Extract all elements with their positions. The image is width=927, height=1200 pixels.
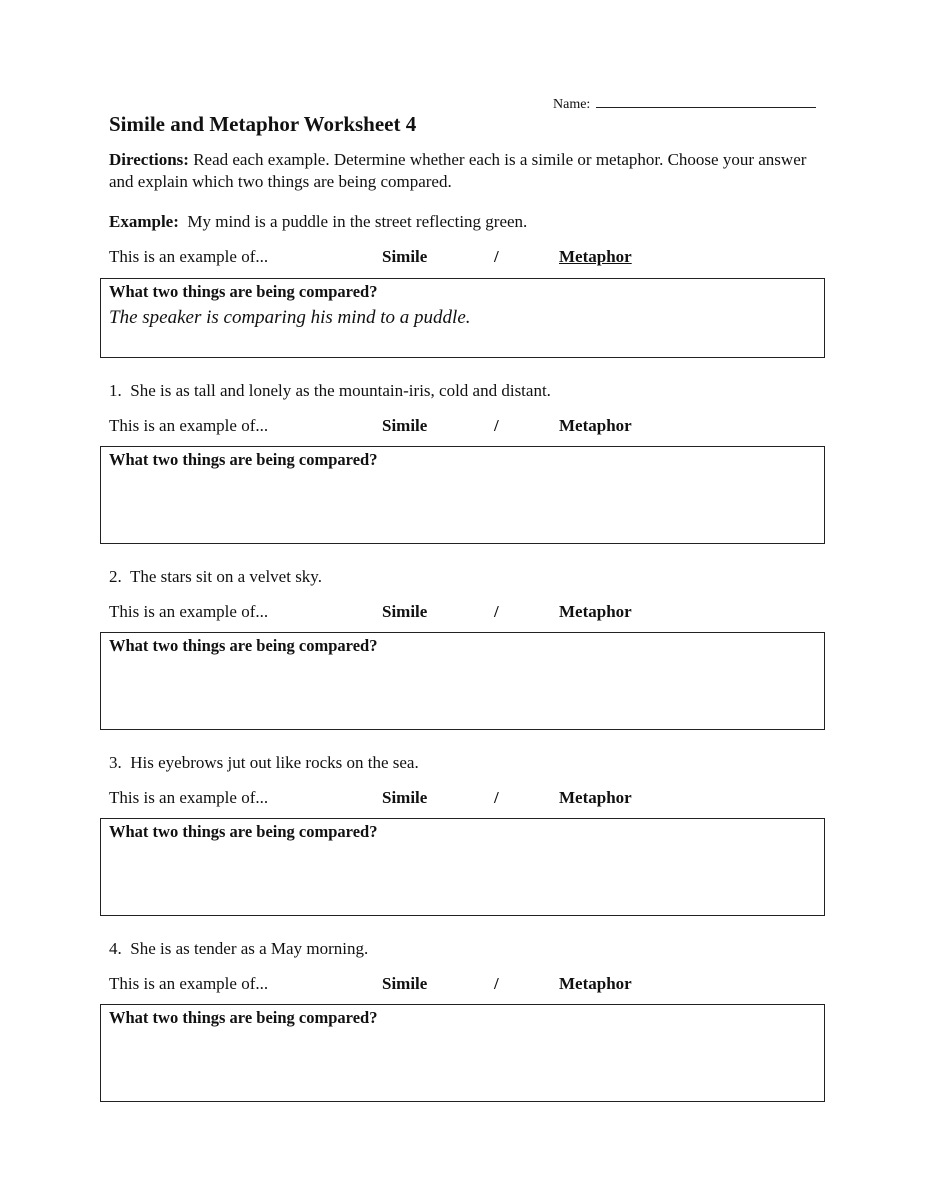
example-answer: The speaker is comparing his mind to a puddle. — [109, 307, 471, 328]
item-3-prompt: This is an example of... — [109, 788, 269, 807]
item-3-sentence-row — [109, 753, 419, 773]
item-3-slash: / — [494, 788, 499, 807]
item-1-sentence-row — [109, 381, 551, 401]
item-2-simile-option[interactable]: Simile — [382, 602, 428, 621]
item-3-question: What two things are being compared? — [109, 822, 378, 841]
item-sentence: She is as tall and lonely as the mountain-iris, cold and distant. — [130, 381, 551, 400]
example-metaphor-option-selected[interactable]: Metaphor — [559, 247, 632, 266]
directions-label: Directions: — [109, 150, 189, 169]
directions-text: Read each example. Determine whether each is a simile or metaphor. Choose your answer and explain which two things are being compared. — [109, 150, 807, 191]
item-1-prompt: This is an example of... — [109, 416, 269, 435]
item-1-answer-box[interactable] — [100, 446, 825, 544]
example-slash: / — [494, 247, 499, 266]
item-number: 3. — [109, 753, 122, 772]
item-4-prompt: This is an example of... — [109, 974, 269, 993]
item-2-slash: / — [494, 602, 499, 621]
item-1-metaphor-option[interactable]: Metaphor — [559, 416, 632, 435]
name-blank-line[interactable] — [596, 93, 816, 108]
item-4-sentence-row — [109, 939, 368, 959]
item-2-answer-box[interactable] — [100, 632, 825, 730]
example-simile-option[interactable]: Simile — [382, 247, 428, 266]
item-sentence: She is as tender as a May morning. — [130, 939, 369, 958]
item-4-question: What two things are being compared? — [109, 1008, 378, 1027]
item-sentence: The stars sit on a velvet sky. — [129, 567, 322, 586]
example-question: What two things are being compared? — [109, 282, 378, 301]
name-label: Name: — [553, 97, 591, 112]
item-1-slash: / — [494, 416, 499, 435]
directions — [109, 149, 819, 193]
item-2-sentence-row — [109, 567, 322, 587]
example-label: Example: — [109, 212, 179, 231]
item-2-prompt: This is an example of... — [109, 602, 269, 621]
item-2-question: What two things are being compared? — [109, 636, 378, 655]
name-field[interactable] — [553, 93, 816, 113]
item-4-slash: / — [494, 974, 499, 993]
item-3-answer-box[interactable] — [100, 818, 825, 916]
item-3-simile-option[interactable]: Simile — [382, 788, 428, 807]
example-sentence: My mind is a puddle in the street reflecting green. — [187, 212, 528, 231]
item-3-metaphor-option[interactable]: Metaphor — [559, 788, 632, 807]
example-answer-box[interactable] — [100, 278, 825, 358]
example-sentence-row — [109, 212, 527, 232]
item-number: 4. — [109, 939, 122, 958]
item-2-metaphor-option[interactable]: Metaphor — [559, 602, 632, 621]
item-4-metaphor-option[interactable]: Metaphor — [559, 974, 632, 993]
item-4-answer-box[interactable] — [100, 1004, 825, 1102]
example-prompt: This is an example of... — [109, 247, 269, 266]
item-number: 1. — [109, 381, 122, 400]
item-number: 2. — [109, 567, 122, 586]
item-1-simile-option[interactable]: Simile — [382, 416, 428, 435]
item-4-simile-option[interactable]: Simile — [382, 974, 428, 993]
item-sentence: His eyebrows jut out like rocks on the sea. — [130, 753, 419, 772]
page-title: Simile and Metaphor Worksheet 4 — [109, 112, 417, 136]
item-1-question: What two things are being compared? — [109, 450, 378, 469]
